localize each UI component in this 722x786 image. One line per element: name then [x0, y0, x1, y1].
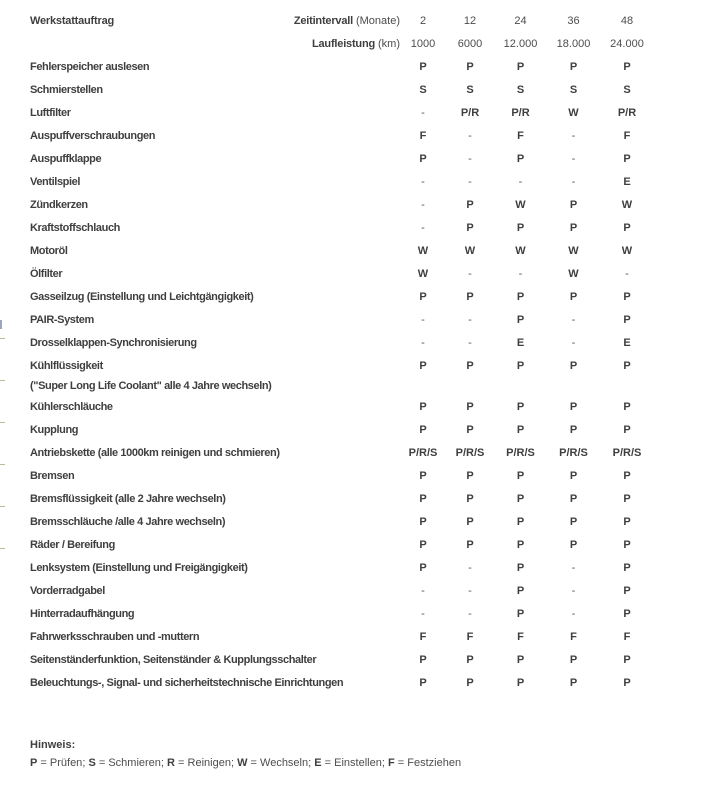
cell-value: W [515, 199, 526, 211]
cell-value: P [623, 424, 631, 436]
table-row [30, 442, 654, 465]
header-month-value: 48 [620, 15, 634, 27]
cell-value: P [623, 401, 631, 413]
cell-value: - [571, 130, 576, 142]
header-row-km [30, 33, 654, 56]
header-month-value: 12 [463, 15, 477, 27]
row-label: Antriebskette (alle 1000km reinigen und schmieren) [30, 447, 280, 459]
cell-value: P [466, 470, 474, 482]
row-label: Schmierstellen [30, 84, 103, 96]
cell-value: - [421, 107, 425, 119]
row-label: Zündkerzen [30, 199, 88, 211]
header-interval-km [232, 33, 400, 56]
cell-value: P [516, 608, 525, 620]
row-label: Auspuffverschraubungen [30, 130, 156, 142]
cell-value: P/R/S [408, 447, 438, 459]
cell-value: P [569, 470, 578, 482]
cell-value: P [623, 314, 631, 326]
cell-value: - [421, 176, 425, 188]
screen-edge-artifact [0, 506, 5, 507]
legend-key: R [167, 757, 175, 769]
table-row [30, 56, 654, 79]
cell-value: F [517, 631, 524, 643]
cell-value: P [419, 470, 427, 482]
row-label: Kühlflüssigkeit [30, 360, 103, 372]
row-label: Kupplung [30, 424, 79, 436]
cell-value: P [569, 222, 578, 234]
cell-value: F [517, 130, 524, 142]
table-row [30, 263, 654, 286]
cell-value: P [516, 314, 525, 326]
cell-value: - [571, 314, 576, 326]
row-label: Kraftstoffschlauch [30, 222, 120, 234]
cell-value: - [468, 268, 472, 280]
header-km-value: 18.000 [556, 38, 591, 50]
cell-value: P [466, 677, 474, 689]
header-row-months [30, 10, 654, 33]
legend-separator: ; [82, 757, 89, 769]
cell-value: F [623, 631, 631, 643]
cell-value: P [466, 424, 474, 436]
km-label: Laufleistung [312, 38, 375, 50]
cell-value: - [421, 199, 425, 211]
cell-value: - [571, 608, 576, 620]
legend-key: E [314, 757, 322, 769]
cell-value: - [518, 176, 523, 188]
cell-value: P [419, 401, 427, 413]
row-label: Motoröl [30, 245, 68, 257]
cell-value: P [569, 61, 578, 73]
table-row [30, 125, 654, 148]
row-label: Vorderradgabel [30, 585, 105, 597]
cell-value: P [623, 153, 631, 165]
table-row [30, 102, 654, 125]
legend-separator: ; [381, 757, 388, 769]
header-spacer [30, 33, 232, 56]
cell-value: P [516, 222, 525, 234]
cell-value: P [466, 61, 474, 73]
legend-eq: = [247, 757, 261, 769]
cell-value: P [516, 424, 525, 436]
cell-value: P [516, 562, 525, 574]
row-label: Beleuchtungs-, Signal- und sicherheitstechnische Einrichtungen [30, 677, 344, 689]
row-label: Bremsflüssigkeit (alle 2 Jahre wechseln) [30, 493, 226, 505]
table-row [30, 286, 654, 309]
header-month-value: 24 [514, 15, 527, 27]
screen-edge-artifact [0, 422, 5, 423]
row-label: Fahrwerksschrauben und -muttern [30, 631, 200, 643]
table-row [30, 672, 654, 695]
table-row [30, 309, 654, 332]
cell-value: P [623, 539, 631, 551]
cell-value: S [466, 84, 474, 96]
cell-value: - [468, 176, 472, 188]
cell-value: P [419, 654, 427, 666]
months-unit: (Monate) [355, 15, 400, 27]
cell-value: P [419, 153, 427, 165]
legend-item [314, 757, 388, 769]
cell-value: P [516, 291, 525, 303]
cell-value: P [419, 562, 427, 574]
legend-key: W [237, 757, 248, 769]
cell-value: E [516, 337, 525, 349]
cell-value: P [569, 539, 578, 551]
screen-edge-artifact [0, 338, 5, 339]
table-row [30, 603, 654, 626]
cell-value: - [571, 562, 576, 574]
screen-edge-artifact [0, 464, 5, 465]
cell-value: P [623, 222, 631, 234]
cell-value: P [569, 654, 578, 666]
cell-value: - [571, 337, 576, 349]
legend-desc: Festziehen [407, 757, 462, 769]
months-label: Zeitintervall [293, 15, 353, 27]
cell-value: W [515, 245, 526, 257]
row-label: Drosselklappen-Synchronisierung [30, 337, 197, 349]
legend-eq: = [37, 757, 50, 769]
legend-eq: = [174, 757, 188, 769]
legend-item [388, 757, 461, 769]
cell-value: P [466, 199, 474, 211]
legend-desc: Einstellen [334, 757, 382, 769]
cell-value: - [421, 608, 425, 620]
cell-value: S [623, 84, 631, 96]
cell-value: P [569, 199, 578, 211]
cell-value: S [516, 84, 525, 96]
legend-key: P [30, 757, 38, 769]
table-row [30, 217, 654, 240]
cell-value: P [419, 61, 427, 73]
cell-value: P [623, 516, 631, 528]
cell-value: - [571, 153, 576, 165]
cell-value: F [419, 130, 427, 142]
row-sublabel: ("Super Long Life Coolant" alle 4 Jahre wechseln) [30, 380, 272, 392]
table-row [30, 511, 654, 534]
cell-value: P/R [460, 107, 480, 119]
cell-value: P [466, 291, 474, 303]
cell-value: P [516, 677, 525, 689]
cell-value: P [623, 608, 631, 620]
cell-value: P [623, 562, 631, 574]
cell-value: P [466, 539, 474, 551]
row-label: Lenksystem (Einstellung und Freigängigkeit) [30, 562, 248, 574]
cell-value: P [516, 401, 525, 413]
cell-value: S [569, 84, 578, 96]
screen-edge-artifact [0, 548, 5, 549]
table-row [30, 626, 654, 649]
cell-value: W [621, 199, 633, 211]
cell-value: P [419, 291, 427, 303]
table-row [30, 332, 654, 355]
cell-value: W [417, 245, 429, 257]
cell-value: P/R/S [455, 447, 485, 459]
table-row [30, 79, 654, 102]
cell-value: P [419, 677, 427, 689]
cell-value: P [419, 493, 427, 505]
cell-value: F [623, 130, 631, 142]
note-section [30, 737, 722, 773]
legend-eq: = [394, 757, 408, 769]
cell-value: P [623, 585, 631, 597]
cell-value: P [623, 677, 631, 689]
table-row [30, 488, 654, 511]
screen-edge-artifact [0, 320, 2, 329]
cell-value: P [623, 291, 631, 303]
row-label: Seitenständerfunktion, Seitenständer & Kupplungsschalter [30, 654, 317, 666]
km-unit: (km) [378, 38, 400, 50]
cell-value: P [466, 516, 474, 528]
cell-value: P [419, 516, 427, 528]
cell-value: P [466, 360, 474, 372]
legend-desc: Schmieren [108, 757, 161, 769]
cell-value: - [468, 153, 472, 165]
cell-value: - [468, 130, 472, 142]
table-row [30, 649, 654, 672]
cell-value: P [569, 677, 578, 689]
cell-value: P [569, 516, 578, 528]
row-label: Auspuffklappe [30, 153, 102, 165]
cell-value: P [466, 222, 474, 234]
row-label: Ventilspiel [30, 176, 81, 188]
cell-value: P [516, 360, 525, 372]
cell-value: P [569, 424, 578, 436]
row-label: Hinterradaufhängung [30, 608, 135, 620]
cell-value: - [421, 585, 425, 597]
cell-value: - [468, 608, 472, 620]
table-row [30, 355, 654, 396]
screen-edge-artifact [0, 380, 5, 381]
cell-value: P [516, 153, 525, 165]
cell-value: W [568, 107, 579, 119]
cell-value: - [421, 314, 425, 326]
row-label: Luftfilter [30, 107, 71, 119]
cell-value: E [623, 176, 631, 188]
table-row [30, 171, 654, 194]
cell-value: P/R [511, 107, 530, 119]
cell-value: P [419, 539, 427, 551]
legend-separator: ; [230, 757, 238, 769]
row-label: PAIR-System [30, 314, 94, 326]
legend-key: S [88, 757, 96, 769]
cell-value: P [466, 493, 474, 505]
table-row [30, 148, 654, 171]
cell-value: P [569, 291, 578, 303]
maintenance-table [30, 10, 654, 695]
cell-value: P [516, 470, 525, 482]
cell-value: W [568, 245, 579, 257]
cell-value: P [623, 493, 631, 505]
cell-value: P/R [617, 107, 637, 119]
cell-value: - [468, 314, 472, 326]
row-label: Ölfilter [30, 268, 63, 280]
cell-value: P [419, 360, 427, 372]
cell-value: - [421, 337, 425, 349]
cell-value: F [570, 631, 577, 643]
cell-value: P [466, 401, 474, 413]
cell-value: P/R/S [559, 447, 588, 459]
table-row [30, 396, 654, 419]
cell-value: P [516, 61, 525, 73]
cell-value: - [518, 268, 523, 280]
legend-desc: Prüfen [49, 757, 83, 769]
cell-value: P [623, 654, 631, 666]
cell-value: P [569, 401, 578, 413]
cell-value: W [621, 245, 633, 257]
legend-line [30, 753, 722, 773]
row-label: Gasseilzug (Einstellung und Leichtgängigkeit) [30, 291, 254, 303]
header-interval-months [232, 10, 400, 33]
table-row [30, 419, 654, 442]
table-row [30, 557, 654, 580]
cell-value: P [623, 470, 631, 482]
cell-value: W [417, 268, 429, 280]
cell-value: P [466, 654, 474, 666]
cell-value: F [419, 631, 427, 643]
table-row [30, 580, 654, 603]
cell-value: P [516, 516, 525, 528]
legend-item [88, 757, 167, 769]
header-km-value: 1000 [410, 38, 436, 50]
legend-desc: Wechseln [260, 757, 309, 769]
cell-value: P [516, 539, 525, 551]
cell-value: F [466, 631, 474, 643]
cell-value: P [623, 360, 631, 372]
table-row [30, 534, 654, 557]
cell-value: W [568, 268, 579, 280]
cell-value: - [468, 562, 472, 574]
legend-key: F [387, 757, 395, 769]
legend-eq: = [321, 757, 335, 769]
row-label: Räder / Bereifung [30, 539, 115, 551]
cell-value: P [569, 360, 578, 372]
cell-value: - [421, 222, 425, 234]
table-row [30, 465, 654, 488]
row-label: Kühlerschläuche [30, 401, 113, 413]
header-km-value: 24.000 [610, 38, 644, 50]
cell-value: W [464, 245, 476, 257]
cell-value: P/R/S [506, 447, 535, 459]
cell-value: P/R/S [612, 447, 642, 459]
cell-value: E [623, 337, 631, 349]
legend-separator: ; [160, 757, 168, 769]
cell-value: - [468, 337, 472, 349]
header-km-value: 6000 [457, 38, 483, 50]
legend-item [167, 757, 237, 769]
row-label: Fehlerspeicher auslesen [30, 61, 150, 73]
cell-value: P [569, 493, 578, 505]
cell-value: - [625, 268, 629, 280]
note-title: Hinweis: [30, 739, 76, 751]
row-label: Bremsen [30, 470, 75, 482]
header-km-value: 12.000 [503, 38, 538, 50]
cell-value: P [419, 424, 427, 436]
table-row [30, 194, 654, 217]
table-title: Werkstattauftrag [30, 15, 115, 27]
legend-separator: ; [308, 757, 315, 769]
cell-value: - [571, 585, 576, 597]
legend-item [30, 757, 88, 769]
legend-eq: = [95, 757, 109, 769]
header-month-value: 36 [567, 15, 580, 27]
table-row [30, 240, 654, 263]
cell-value: P [516, 654, 525, 666]
header-month-value: 2 [419, 15, 427, 27]
cell-value: - [468, 585, 472, 597]
legend-item [237, 757, 314, 769]
cell-value: S [419, 84, 427, 96]
cell-value: P [623, 61, 631, 73]
cell-value: - [571, 176, 576, 188]
cell-value: P [516, 493, 525, 505]
cell-value: P [516, 585, 525, 597]
legend-desc: Reinigen [187, 757, 231, 769]
row-label: Bremsschläuche /alle 4 Jahre wechseln) [30, 516, 226, 528]
